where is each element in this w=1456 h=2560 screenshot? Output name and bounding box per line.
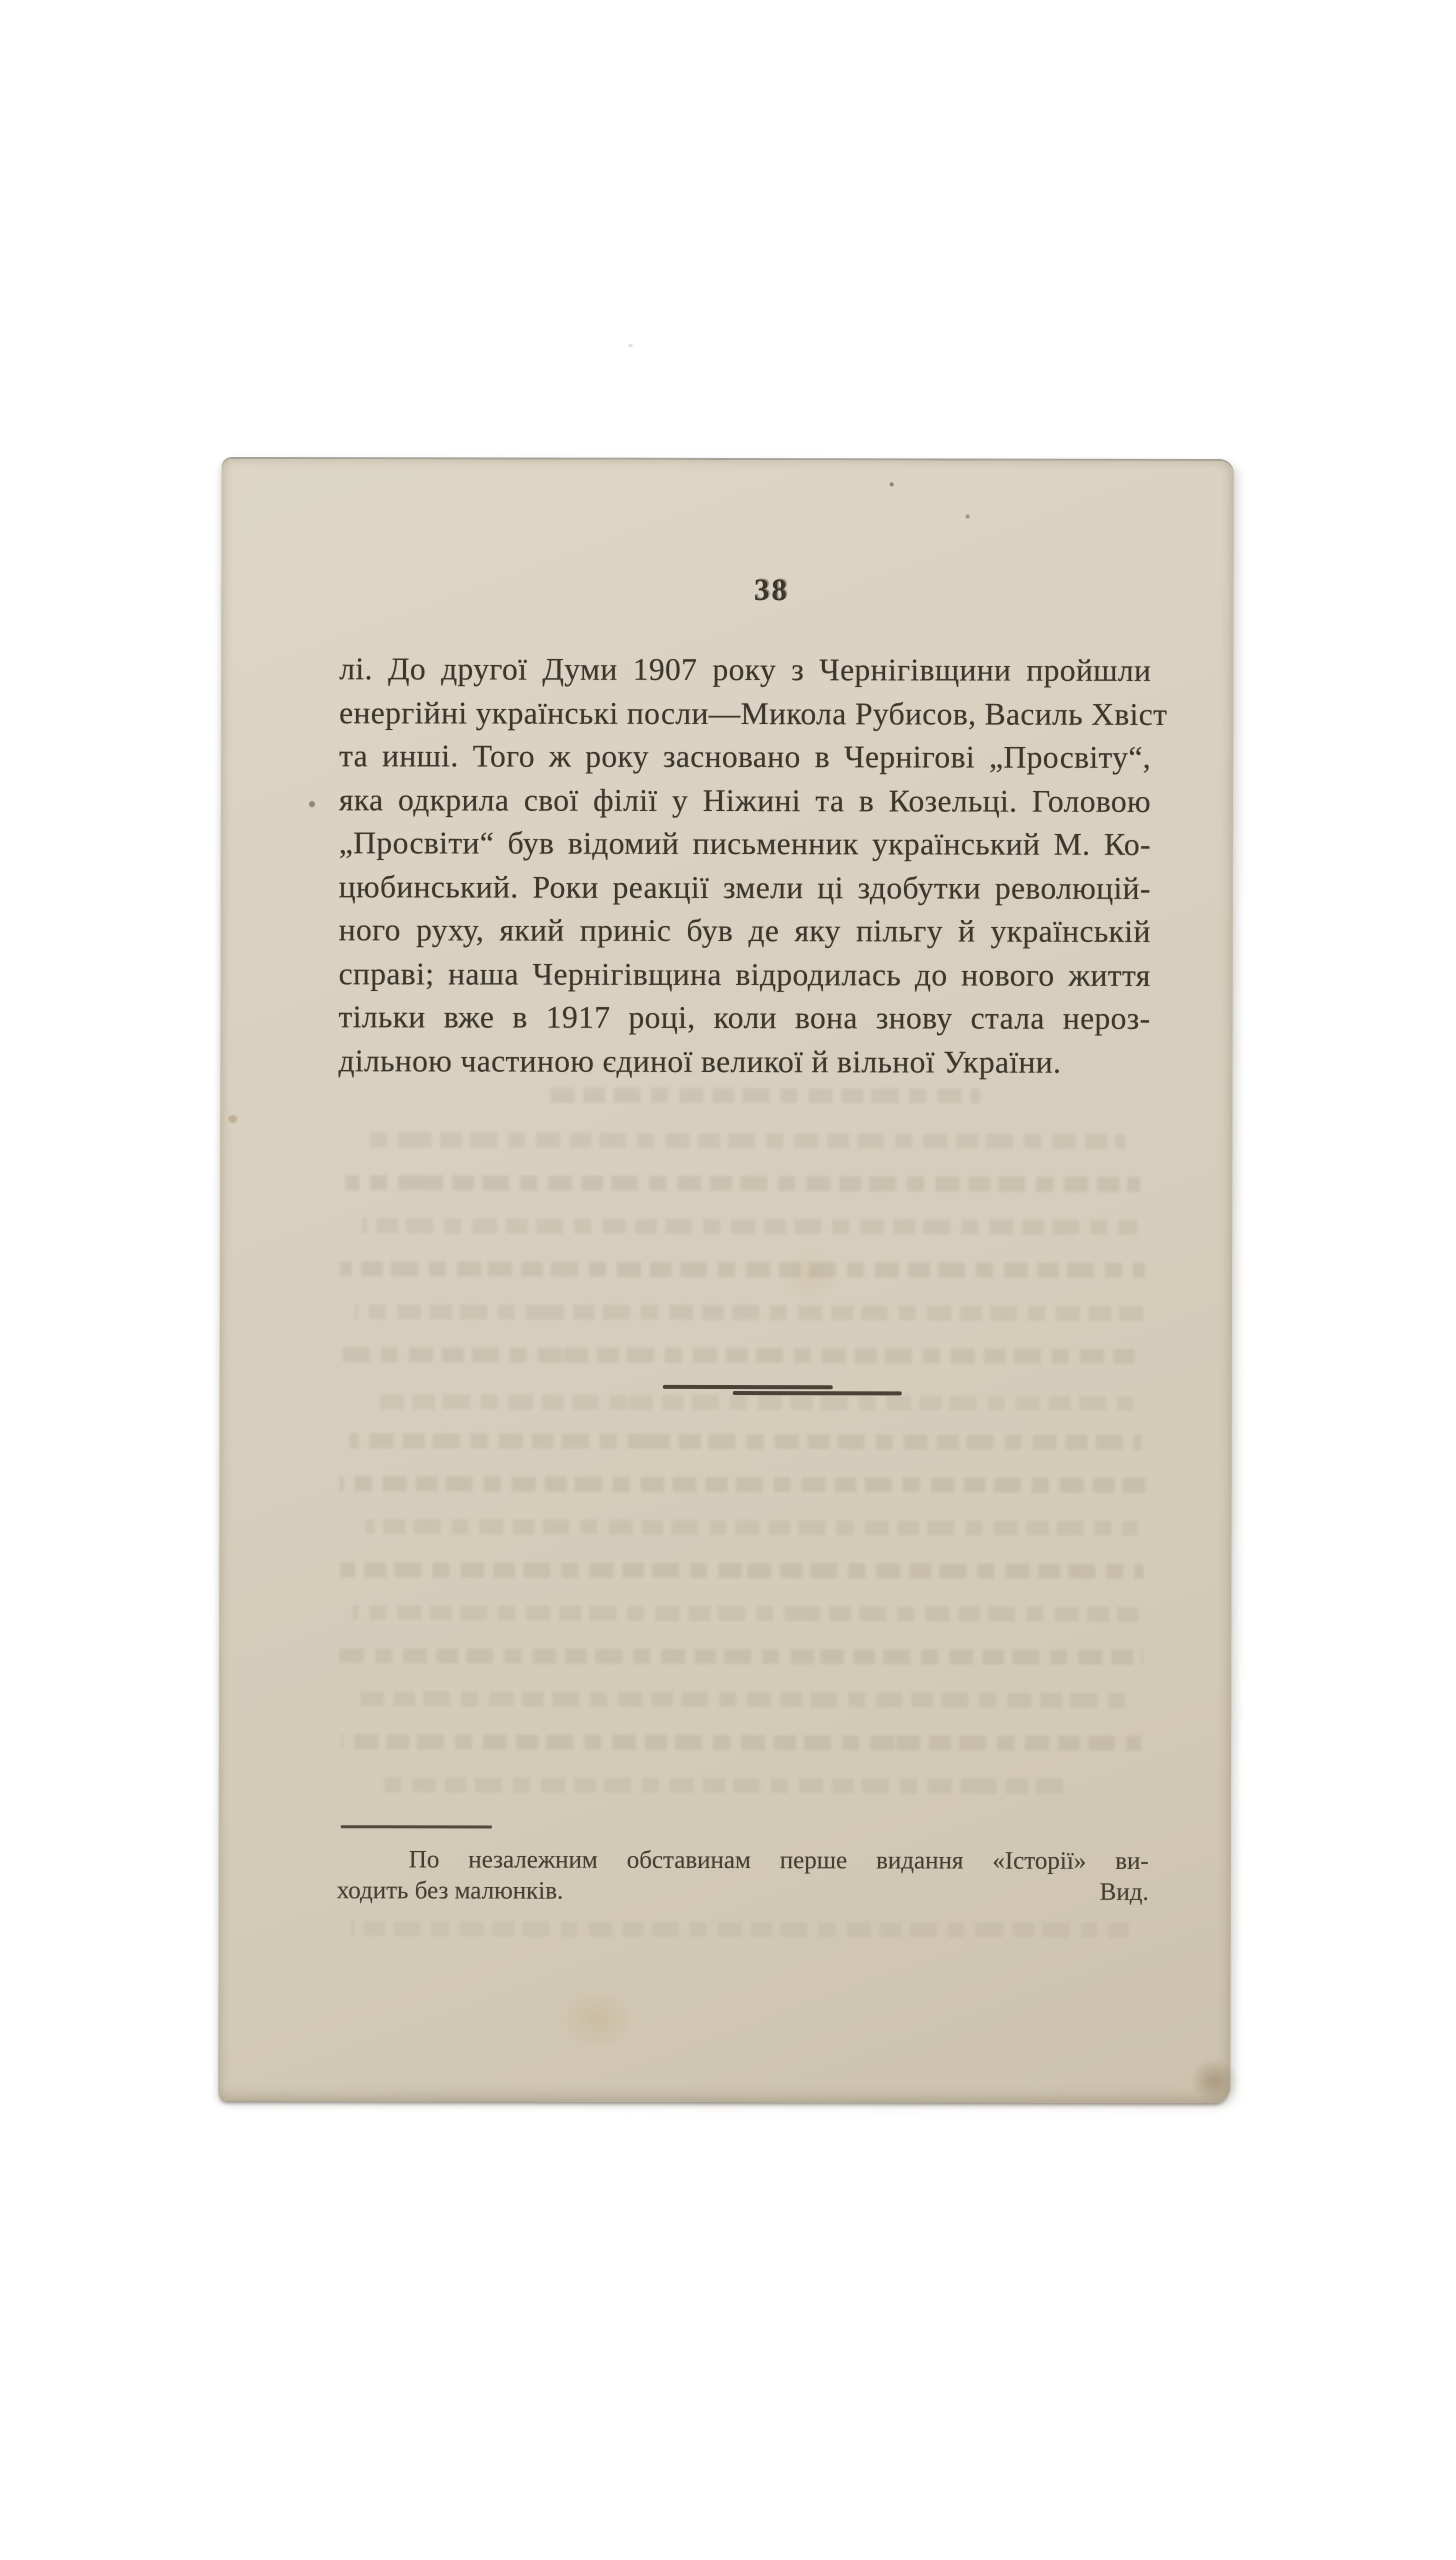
paragraph-line: та инші. Того ж року засновано в Чернігові „Просвіту“, <box>339 738 1152 775</box>
paragraph-line: ного руху, який приніс був де яку пільгу й українській <box>338 912 1151 949</box>
show-through-line <box>340 1476 1146 1493</box>
page-number <box>339 571 1151 609</box>
paper-stain <box>558 1988 636 2050</box>
show-through-line <box>550 1088 980 1104</box>
show-through-line <box>340 1261 1145 1278</box>
paragraph-line: лі. До другої Думи 1907 року з Чернігівщини пройшли <box>339 651 1152 688</box>
footnote-text: ходить без малюнків. <box>336 1876 564 1905</box>
section-divider <box>222 459 1234 461</box>
divider-rule-bottom <box>733 1391 902 1395</box>
show-through-line <box>365 1519 1137 1536</box>
book-page <box>218 459 1233 2103</box>
show-through-line <box>360 1691 1136 1708</box>
paragraph-line: тільки вже в 1917 році, коли вона знову стала нероз- <box>338 999 1151 1036</box>
footnote <box>337 1845 1149 1908</box>
footnote-rule <box>341 1825 492 1828</box>
dust-speck <box>628 344 633 347</box>
main-paragraph <box>338 647 1168 1084</box>
foxing-spot <box>228 1115 237 1123</box>
show-through-line <box>352 1605 1138 1622</box>
divider-rule-top <box>663 1385 833 1389</box>
show-through-text <box>222 459 1234 461</box>
paragraph-line: „Просвіти“ був відомий письменник український М. Ко- <box>338 825 1151 862</box>
paragraph-line: справі; наша Чернігівщина відродилась до нового життя <box>338 955 1151 993</box>
page-number-text: 38 <box>753 572 789 608</box>
show-through-line <box>381 1777 1071 1793</box>
footnote-line <box>337 1876 1149 1908</box>
ink-speck <box>309 801 315 807</box>
show-through-line <box>370 1132 1125 1149</box>
paragraph-line: цюбинський. Роки реакції змели ці здобутки революцій- <box>338 868 1151 906</box>
paragraph-line: яка одкрила свої філії у Ніжині та в Козельці. Головою <box>338 781 1152 819</box>
foxing-spot <box>890 482 894 486</box>
show-through-line <box>355 1304 1143 1321</box>
show-through-line <box>341 1734 1141 1751</box>
show-through-line <box>351 1921 1129 1938</box>
show-through-line <box>340 1562 1143 1579</box>
foxing-spot <box>966 515 970 519</box>
show-through-line <box>370 1394 1135 1411</box>
show-through-line <box>342 1347 1142 1364</box>
corner-stain <box>1190 2059 1238 2103</box>
show-through-line <box>339 1648 1143 1665</box>
footnote-line: По незалежним обставинам перше видання «Історії» ви- <box>408 1846 1149 1875</box>
paragraph-line: дільною частиною єдиної великої й вільної України. <box>338 1042 1062 1080</box>
show-through-line <box>362 1218 1137 1235</box>
show-through-line <box>350 1433 1142 1450</box>
show-through-line <box>345 1175 1140 1192</box>
paragraph-line: енергійні українські посли—Микола Рубисов, Василь Хвіст <box>339 694 1168 732</box>
footnote-signature: Вид. <box>1099 1878 1149 1906</box>
